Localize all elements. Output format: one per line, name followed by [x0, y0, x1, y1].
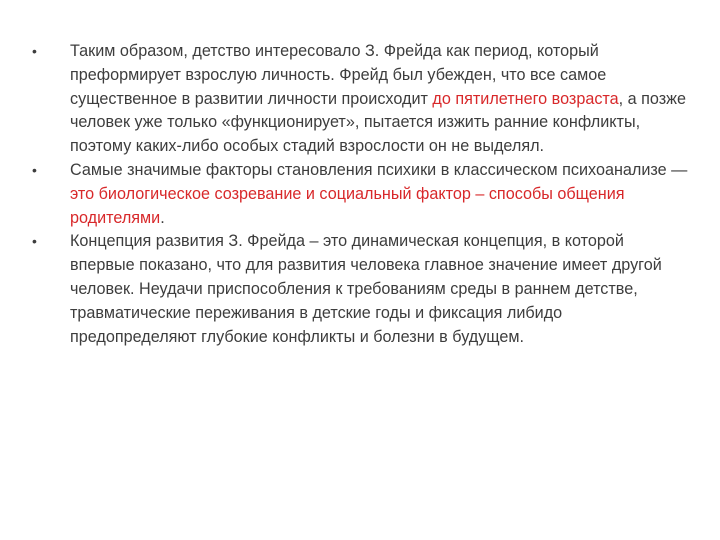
bullet-icon: • — [32, 233, 37, 250]
bullet-text: Самые значимые факторы становления психики в классическом психоанализе — — [70, 160, 688, 179]
bullet-icon: • — [32, 43, 37, 59]
bullet-text: Таким образом, детство интересовало З. Фрейда как период, который преформирует взрослую личность. Фрейд был убежден, что все самое существенное в развитии личности происходит — [70, 42, 607, 108]
bullet-text-tail: , а позже человек уже только «функционирует», пытается изжить ранние конфликты, поэтому каких-либо особых стадий взрослости он не выделял. — [70, 89, 686, 156]
bullet-icon: • — [32, 161, 37, 178]
highlighted-text: до пятилетнего возраста — [432, 89, 619, 108]
bullet-item-factors — [32, 159, 692, 230]
highlighted-text: это биологическое созревание и социальный фактор – способы общения родителями — [70, 184, 625, 227]
bullet-text: Концепция развития З. Фрейда – это динамическая концепция, в которой впервые показано, что для развития человека главное значение имеет другой человек. Неудачи приспособления к требованиям среды в раннем детстве, травматические переживания в детские годы и фиксация либидо предопределяют глубокие конфликты и болезни в будущем. — [70, 232, 662, 346]
bullet-item-childhood — [32, 40, 692, 159]
bullet-item-concept — [32, 230, 692, 349]
bullet-text-tail: . — [160, 208, 165, 227]
bullet-list — [32, 40, 692, 349]
